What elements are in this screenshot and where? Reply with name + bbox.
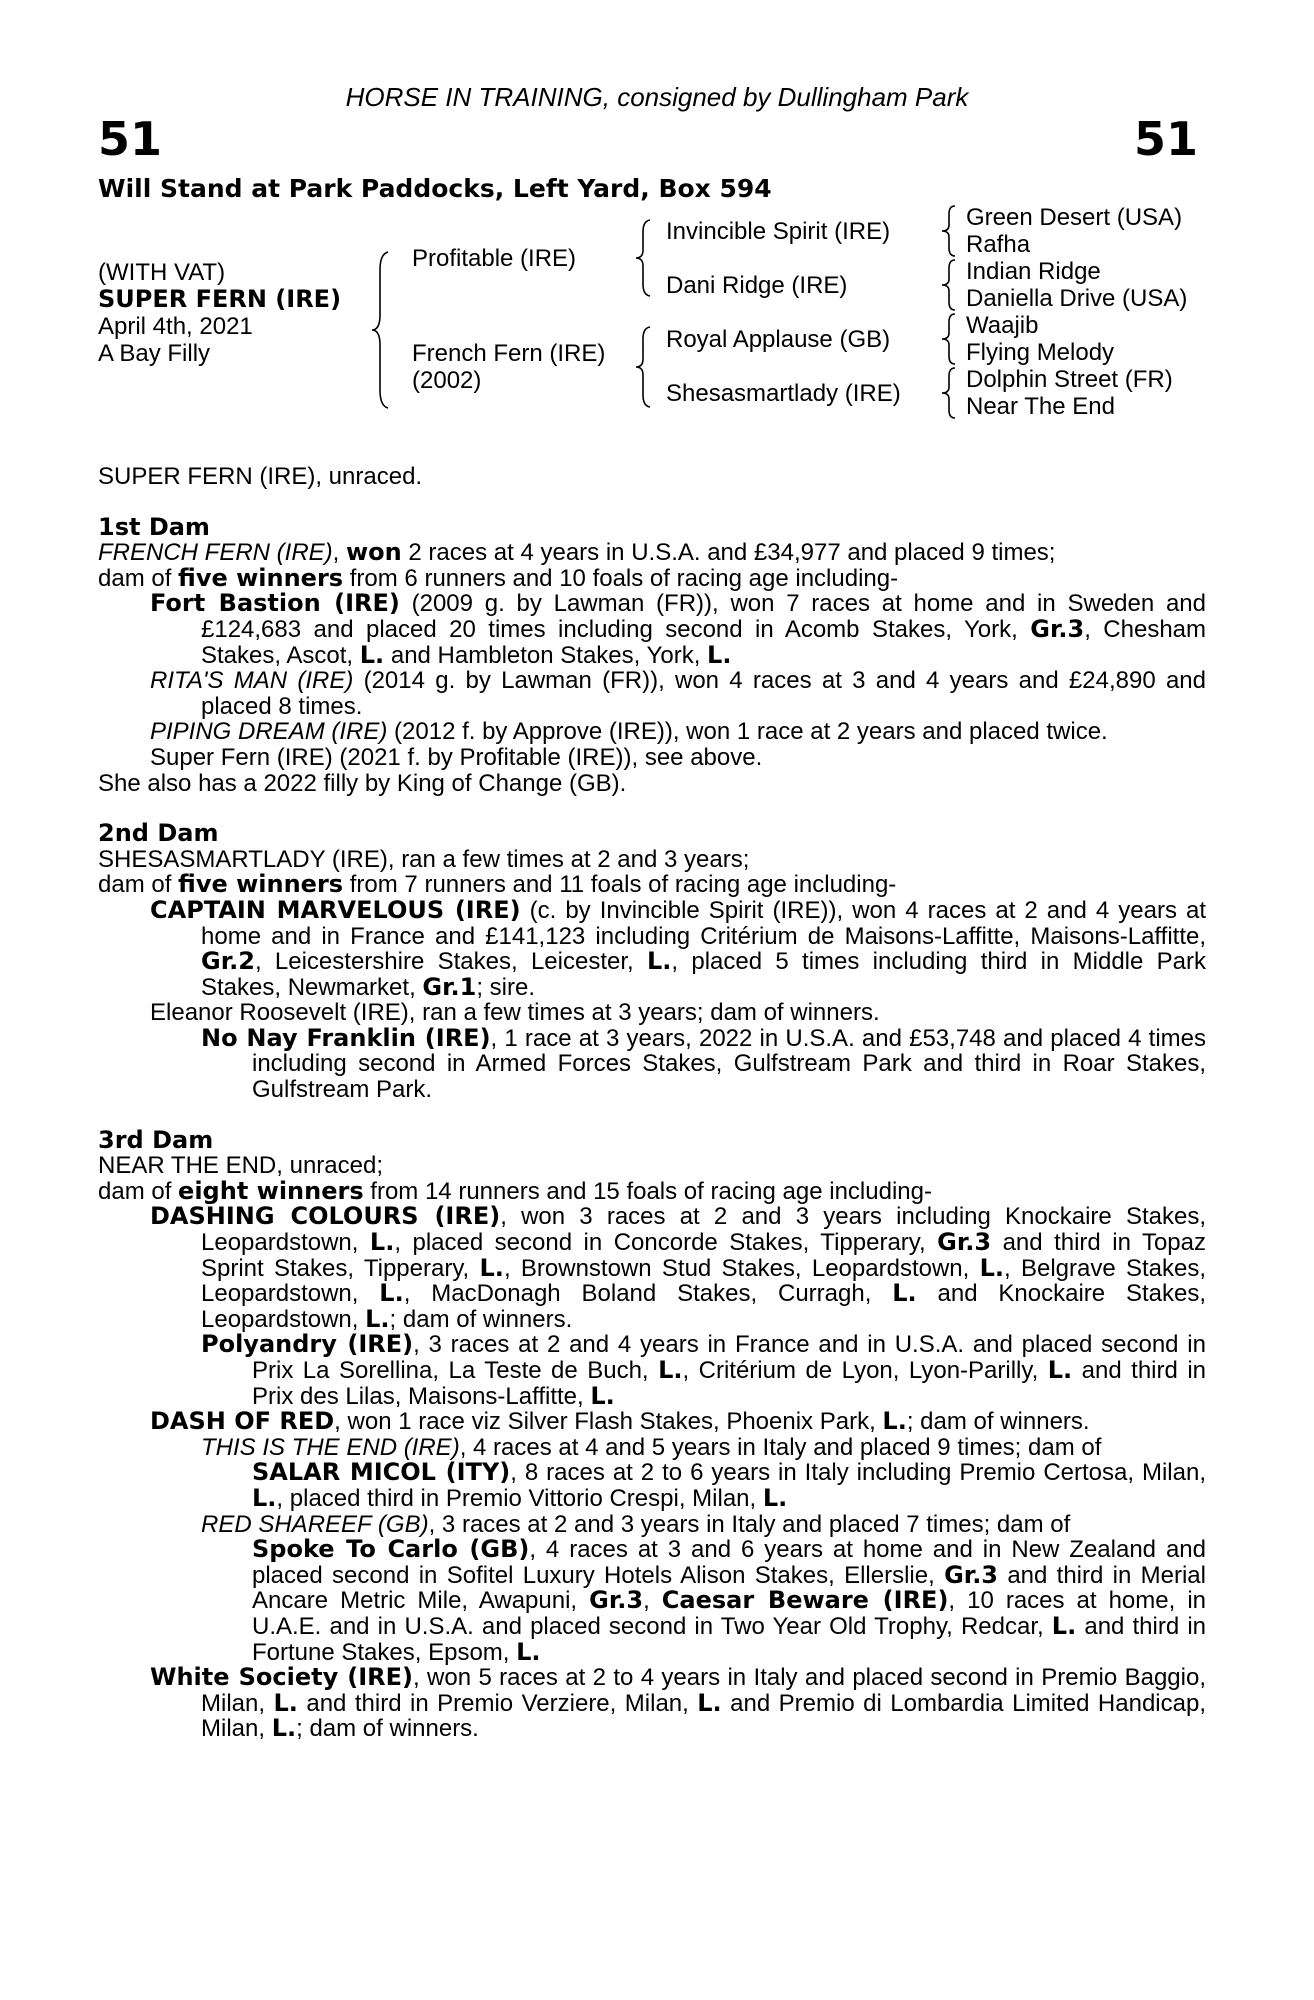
- produce-no-nay-franklin: No Nay Franklin (IRE), 1 race at 3 years, 2022 in U.S.A. and £53,748 and placed 4 times including second in Armed Forces Stakes, Gulfstream Park and third in Roar Stakes, Gulfstream Park.: [201, 1023, 1206, 1104]
- pedigree-gg-7: Dolphin Street (FR): [966, 366, 1173, 393]
- produce-dashing-colours: DASHING COLOURS (IRE), won 3 races at 2 and 3 years including Knockaire Stakes, Leopardstown, L., placed second in Concorde Stakes, Tipperary, Gr.3 and third in Topaz Sprint Stakes, Tipperary, L., Brownstown Stud Stakes, Leopardstown, L., Belgrave Stakes, Leopardstown, L., MacDonagh Boland Stakes, Curragh, L. and Knockaire Stakes, Leopardstown, L.; dam of winners.: [150, 1202, 1207, 1333]
- pedigree-sire-dam: Dani Ridge (IRE): [666, 272, 848, 299]
- summary-line: SUPER FERN (IRE), unraced.: [98, 463, 423, 490]
- pedigree-gg-1: Green Desert (USA): [966, 204, 1183, 231]
- pedigree-gg-3: Indian Ridge: [966, 258, 1101, 285]
- produce-salar-micol: SALAR MICOL (ITY), 8 races at 2 to 6 years in Italy including Premio Certosa, Milan, L., placed third in Premio Vittorio Crespi, Milan, L.: [252, 1458, 1207, 1512]
- pedigree-bracket-5: [940, 258, 960, 312]
- produce-this-is-the-end: THIS IS THE END (IRE), 4 races at 4 and 5 years in Italy and placed 9 times; dam of: [201, 1433, 1102, 1461]
- produce-red-shareef: RED SHAREEF (GB), 3 races at 2 and 3 years in Italy and placed 7 times; dam of: [201, 1510, 1071, 1538]
- produce-eleanor-roosevelt: Eleanor Roosevelt (IRE), ran a few times at 3 years; dam of winners.: [150, 999, 880, 1027]
- pedigree-bracket-6: [940, 312, 960, 366]
- first-dam-also: She also has a 2022 filly by King of Change (GB).: [98, 769, 627, 797]
- first-dam-produce-summary: dam of five winners from 6 runners and 10 foals of racing age including-: [98, 563, 899, 592]
- catalogue-body: [98, 464, 1206, 1742]
- pedigree-gg-6: Flying Melody: [966, 339, 1115, 366]
- horse-vat: (WITH VAT): [98, 259, 226, 286]
- third-dam-line: NEAR THE END, unraced;: [98, 1152, 383, 1180]
- lot-number-right: 51: [1133, 112, 1198, 166]
- pedigree-gg-2: Rafha: [966, 231, 1031, 258]
- pedigree-dam-dam: Shesasmartlady (IRE): [666, 380, 901, 407]
- produce-super-fern: Super Fern (IRE) (2021 f. by Profitable (IRE)), see above.: [150, 743, 763, 771]
- second-dam-produce-summary: dam of five winners from 7 runners and 11 foals of racing age including-: [98, 870, 897, 899]
- lot-number-left: 51: [98, 112, 163, 166]
- horse-foaled: April 4th, 2021: [98, 313, 253, 340]
- produce-polyandry: Polyandry (IRE), 3 races at 2 and 4 years in France and in U.S.A. and placed second in Prix La Sorellina, La Teste de Buch, L., Critérium de Lyon, Lyon-Parilly, L. and third in Prix des Lilas, Maisons-Laffitte, L.: [201, 1330, 1206, 1410]
- pedigree-gg-5: Waajib: [966, 312, 1039, 339]
- catalogue-header: HORSE IN TRAINING, consigned by Dullingham Park: [345, 82, 969, 112]
- pedigree-bracket-3: [634, 325, 656, 409]
- produce-ritas-man: RITA'S MAN (IRE) (2014 g. by Lawman (FR)), won 4 races at 3 and 4 years and £24,890 and placed 8 times.: [150, 667, 1206, 720]
- produce-piping-dream: PIPING DREAM (IRE) (2012 f. by Approve (IRE)), won 1 race at 2 years and placed twice.: [150, 718, 1108, 746]
- second-dam-line: SHESASMARTLADY (IRE), ran a few times at 2 and 3 years;: [98, 845, 750, 873]
- pedigree-gg-8: Near The End: [966, 393, 1115, 420]
- pedigree-bracket-2: [634, 218, 656, 298]
- produce-dash-of-red: DASH OF RED, won 1 race viz Silver Flash Stakes, Phoenix Park, L.; dam of winners.: [150, 1407, 1090, 1436]
- first-dam-line: FRENCH FERN (IRE), won 2 races at 4 years in U.S.A. and £34,977 and placed 9 times;: [98, 538, 1056, 567]
- pedigree-dam-year: (2002): [412, 367, 482, 394]
- pedigree-bracket-7: [940, 366, 960, 420]
- pedigree-sire: Profitable (IRE): [412, 245, 577, 272]
- pedigree-dam: French Fern (IRE): [412, 340, 606, 367]
- pedigree-bracket-1: [370, 250, 394, 410]
- produce-fort-bastion: Fort Bastion (IRE) (2009 g. by Lawman (FR)), won 7 races at home and in Sweden and £124,683 and placed 20 times including second in Acomb Stakes, York, Gr.3, Chesham Stakes, Ascot, L. and Hambleton Stakes, York, L.: [150, 589, 1207, 669]
- third-dam-produce-summary: dam of eight winners from 14 runners and 15 foals of racing age including-: [98, 1176, 932, 1205]
- second-dam-heading: 2nd Dam: [98, 819, 219, 848]
- pedigree-bracket-4: [940, 204, 960, 258]
- first-dam-heading: 1st Dam: [98, 512, 210, 541]
- third-dam-heading: 3rd Dam: [98, 1125, 214, 1154]
- produce-spoke-to-carlo: Spoke To Carlo (GB), 4 races at 3 and 6 years at home and in New Zealand and placed second in Sofitel Luxury Hotels Alison Stakes, Ellerslie, Gr.3 and third in Merial Ancare Metric Mile, Awapuni, Gr.3, Caesar Beware (IRE), 10 races at home, in U.A.E. and in U.S.A. and placed second in Two Year Old Trophy, Redcar, L. and third in Fortune Stakes, Epsom, L.: [252, 1535, 1206, 1666]
- pedigree-sire-sire: Invincible Spirit (IRE): [666, 218, 891, 245]
- produce-white-society: White Society (IRE), won 5 races at 2 to 4 years in Italy and placed second in Premio Baggio, Milan, L. and third in Premio Verziere, Milan, L. and Premio di Lombardia Limited Handicap, Milan, L.; dam of winners.: [150, 1663, 1207, 1743]
- stand-location: Will Stand at Park Paddocks, Left Yard, Box 594: [98, 174, 772, 203]
- pedigree-dam-sire: Royal Applause (GB): [666, 326, 891, 353]
- first-dam-name: FRENCH FERN (IRE): [98, 539, 333, 567]
- produce-captain-marvelous: CAPTAIN MARVELOUS (IRE) (c. by Invincible Spirit (IRE)), won 4 races at 2 and 4 years at home and in France and £141,123 including Critérium de Maisons-Laffitte, Maisons-Laffitte, Gr.2, Leicestershire Stakes, Leicester, L., placed 5 times including third in Middle Park Stakes, Newmarket, Gr.1; sire.: [150, 895, 1206, 1001]
- horse-description: A Bay Filly: [98, 340, 211, 367]
- pedigree-gg-4: Daniella Drive (USA): [966, 285, 1188, 312]
- horse-name: SUPER FERN (IRE): [98, 285, 342, 313]
